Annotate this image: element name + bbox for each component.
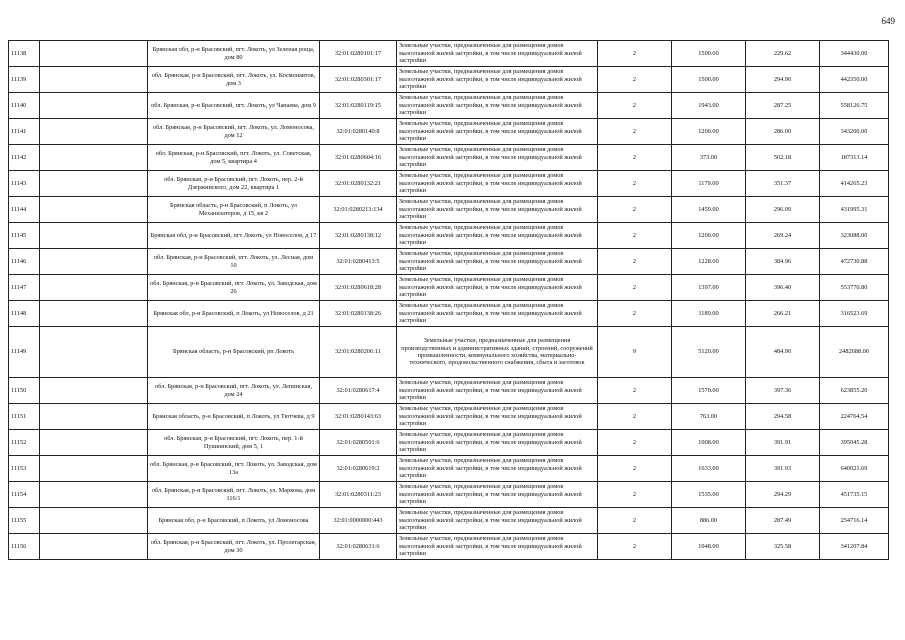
cadastral-value-cell: 558126.75 [820, 93, 889, 119]
use-group-cell: 2 [598, 93, 672, 119]
address-cell: Брянская область, р-н Брасовский, п Локоть, ул Тютчева, д 9 [148, 404, 320, 430]
cadastral-value-cell: 553770.80 [820, 275, 889, 301]
area-cell: 886.00 [672, 508, 746, 534]
address-cell: обл. Брянская, р-н Брасовский, пгт. Локоть, ул. Советская, дом 5, квартира 4 [148, 145, 320, 171]
cadastral-number-cell: 32:01:0280301:17 [320, 67, 397, 93]
cadastral-number-cell: 32:01:0280138:12 [320, 223, 397, 249]
table-row [9, 378, 889, 404]
cadastral-number-cell: 32:01:0280631:6 [320, 534, 397, 560]
row-number-cell: 11153 [9, 456, 40, 482]
row-number-cell: 11156 [9, 534, 40, 560]
cadastral-value-cell: 344430.00 [820, 41, 889, 67]
land-use-cell: Земельные участки, предназначенные для размещения домов малоэтажной жилой застройки, в том числе индивидуальной жилой застройки [397, 456, 598, 482]
address-cell: Брянская обл, р-н Брасовский, п Локоть, ул Ломоносова [148, 508, 320, 534]
land-use-cell: Земельные участки, предназначенные для размещения домов малоэтажной жилой застройки, в том числе индивидуальной жилой застройки [397, 508, 598, 534]
table-row [9, 67, 889, 93]
table-row [9, 171, 889, 197]
specific-value-cell: 229.62 [746, 41, 820, 67]
blank-cell [40, 145, 148, 171]
area-cell: 1228.00 [672, 249, 746, 275]
cadastral-number-cell: 32:01:0280140:8 [320, 119, 397, 145]
blank-cell [40, 404, 148, 430]
land-use-cell: Земельные участки, предназначенные для размещения домов малоэтажной жилой застройки, в том числе индивидуальной жилой застройки [397, 249, 598, 275]
address-cell: обл. Брянская, р-н Брасовский, пгт. Локоть, пер. 1-й Пушкинский, дом 5, 1 [148, 430, 320, 456]
row-number-cell: 11155 [9, 508, 40, 534]
row-number-cell: 11140 [9, 93, 40, 119]
blank-cell [40, 301, 148, 327]
cadastral-number-cell: 32:01:0280206:11 [320, 327, 397, 378]
land-use-cell: Земельные участки, предназначенные для размещения производственных и административных зданий, строений, сооружений промышленности, коммунального хозяйства, материально-технического, продовольственного снабжения, сбыта и заготовок [397, 327, 598, 378]
blank-cell [40, 171, 148, 197]
address-cell: обл. Брянская, р-н Брасовский, пгт. Локоть, ул. Маркова, дом 116/1 [148, 482, 320, 508]
table-row [9, 145, 889, 171]
use-group-cell: 2 [598, 249, 672, 275]
land-use-cell: Земельные участки, предназначенные для размещения домов малоэтажной жилой застройки, в том числе индивидуальной жилой застройки [397, 404, 598, 430]
cadastral-value-cell: 623855.20 [820, 378, 889, 404]
address-cell: обл. Брянская, р-н Брасовский, пгт. Локоть, ул. Космонавтов, дом 3 [148, 67, 320, 93]
specific-value-cell: 396.40 [746, 275, 820, 301]
blank-cell [40, 249, 148, 275]
area-cell: 1179.00 [672, 171, 746, 197]
row-number-cell: 11150 [9, 378, 40, 404]
row-number-cell: 11147 [9, 275, 40, 301]
specific-value-cell: 484.90 [746, 327, 820, 378]
table-row [9, 534, 889, 560]
registry-body [9, 41, 889, 560]
area-cell: 1200.00 [672, 119, 746, 145]
area-cell: 1943.00 [672, 93, 746, 119]
address-cell: обл. Брянская, р-н Брасовский, пгт. Локоть, ул. Заводская, дом 26 [148, 275, 320, 301]
address-cell: обл. Брянская, р-н Брасовский, пгт. Локоть, ул. Лесная, дом 10 [148, 249, 320, 275]
cadastral-number-cell: 32:01:0280119:15 [320, 93, 397, 119]
use-group-cell: 2 [598, 456, 672, 482]
cadastral-value-cell: 472730.88 [820, 249, 889, 275]
cadastral-number-cell: 32:01:0280413:5 [320, 249, 397, 275]
land-use-cell: Земельные участки, предназначенные для размещения домов малоэтажной жилой застройки, в том числе индивидуальной жилой застройки [397, 301, 598, 327]
blank-cell [40, 482, 148, 508]
row-number-cell: 11145 [9, 223, 40, 249]
land-use-cell: Земельные участки, предназначенные для размещения домов малоэтажной жилой застройки, в том числе индивидуальной жилой застройки [397, 275, 598, 301]
land-use-cell: Земельные участки, предназначенные для размещения домов малоэтажной жилой застройки, в том числе индивидуальной жилой застройки [397, 67, 598, 93]
cadastral-value-cell: 343200.00 [820, 119, 889, 145]
row-number-cell: 11142 [9, 145, 40, 171]
cadastral-value-cell: 323088.00 [820, 223, 889, 249]
cadastral-number-cell: 32:01:0000000:443 [320, 508, 397, 534]
address-cell: обл. Брянская, р-н Брасовский, пгт. Локоть, ул. Пролетарская, дом 30 [148, 534, 320, 560]
table-row [9, 119, 889, 145]
area-cell: 1459.00 [672, 197, 746, 223]
cadastral-value-cell: 316523.69 [820, 301, 889, 327]
cadastral-number-cell: 32:01:0280501:6 [320, 430, 397, 456]
cadastral-value-cell: 254716.14 [820, 508, 889, 534]
cadastral-value-cell: 451735.15 [820, 482, 889, 508]
cadastral-value-cell: 414265.23 [820, 171, 889, 197]
specific-value-cell: 391.91 [746, 430, 820, 456]
use-group-cell: 2 [598, 404, 672, 430]
blank-cell [40, 41, 148, 67]
cadastral-value-cell: 224764.54 [820, 404, 889, 430]
use-group-cell: 2 [598, 301, 672, 327]
cadastral-value-cell: 187313.14 [820, 145, 889, 171]
use-group-cell: 2 [598, 430, 672, 456]
land-use-cell: Земельные участки, предназначенные для размещения домов малоэтажной жилой застройки, в том числе индивидуальной жилой застройки [397, 171, 598, 197]
land-use-cell: Земельные участки, предназначенные для размещения домов малоэтажной жилой застройки, в том числе индивидуальной жилой застройки [397, 119, 598, 145]
row-number-cell: 11149 [9, 327, 40, 378]
area-cell: 1633.00 [672, 456, 746, 482]
area-cell: 1500.00 [672, 41, 746, 67]
blank-cell [40, 119, 148, 145]
specific-value-cell: 391.93 [746, 456, 820, 482]
row-number-cell: 11144 [9, 197, 40, 223]
area-cell: 1048.00 [672, 534, 746, 560]
blank-cell [40, 327, 148, 378]
use-group-cell: 2 [598, 223, 672, 249]
address-cell: Брянская обл, р-н Брасовский, п Локоть, ул Новоселов, д 21 [148, 301, 320, 327]
row-number-cell: 11138 [9, 41, 40, 67]
specific-value-cell: 286.00 [746, 119, 820, 145]
row-number-cell: 11139 [9, 67, 40, 93]
blank-cell [40, 378, 148, 404]
land-use-cell: Земельные участки, предназначенные для размещения домов малоэтажной жилой застройки, в том числе индивидуальной жилой застройки [397, 534, 598, 560]
cadastral-number-cell: 32:01:0280143:63 [320, 404, 397, 430]
table-row [9, 456, 889, 482]
cadastral-number-cell: 32:01:0280311:23 [320, 482, 397, 508]
use-group-cell: 2 [598, 275, 672, 301]
row-number-cell: 11143 [9, 171, 40, 197]
table-row [9, 41, 889, 67]
use-group-cell: 2 [598, 378, 672, 404]
address-cell: обл. Брянская, р-н Брасовский, пгт. Локоть, ул Чапаева, дом 9 [148, 93, 320, 119]
table-row [9, 275, 889, 301]
area-cell: 373.00 [672, 145, 746, 171]
blank-cell [40, 508, 148, 534]
cadastral-value-cell: 442350.00 [820, 67, 889, 93]
land-use-cell: Земельные участки, предназначенные для размещения домов малоэтажной жилой застройки, в том числе индивидуальной жилой застройки [397, 482, 598, 508]
use-group-cell: 2 [598, 67, 672, 93]
cadastral-value-cell: 395045.28 [820, 430, 889, 456]
area-cell: 1189.00 [672, 301, 746, 327]
land-registry-table [8, 40, 889, 560]
specific-value-cell: 502.18 [746, 145, 820, 171]
cadastral-value-cell: 2482688.00 [820, 327, 889, 378]
cadastral-number-cell: 32:01:0280619:2 [320, 456, 397, 482]
cadastral-number-cell: 32:01:0280101:17 [320, 41, 397, 67]
row-number-cell: 11154 [9, 482, 40, 508]
cadastral-number-cell: 32:01:0280618:28 [320, 275, 397, 301]
row-number-cell: 11152 [9, 430, 40, 456]
table-row [9, 301, 889, 327]
specific-value-cell: 269.24 [746, 223, 820, 249]
land-use-cell: Земельные участки, предназначенные для размещения домов малоэтажной жилой застройки, в том числе индивидуальной жилой застройки [397, 145, 598, 171]
use-group-cell: 2 [598, 145, 672, 171]
specific-value-cell: 287.25 [746, 93, 820, 119]
specific-value-cell: 351.37 [746, 171, 820, 197]
address-cell: Брянская область, р-н Брасовский, п Локоть, ул Механизаторов, д 15, кв 2 [148, 197, 320, 223]
cadastral-number-cell: 32:01:0280132:21 [320, 171, 397, 197]
use-group-cell: 9 [598, 327, 672, 378]
area-cell: 1570.00 [672, 378, 746, 404]
blank-cell [40, 67, 148, 93]
area-cell: 763.00 [672, 404, 746, 430]
area-cell: 1397.00 [672, 275, 746, 301]
land-use-cell: Земельные участки, предназначенные для размещения домов малоэтажной жилой застройки, в том числе индивидуальной жилой застройки [397, 41, 598, 67]
table-row [9, 249, 889, 275]
table-row [9, 93, 889, 119]
specific-value-cell: 384.96 [746, 249, 820, 275]
cadastral-value-cell: 640021.69 [820, 456, 889, 482]
address-cell: Брянская обл, р-н Брасовский, пгт. Локоть, ул Зеленая роща, дом 80 [148, 41, 320, 67]
blank-cell [40, 223, 148, 249]
use-group-cell: 2 [598, 534, 672, 560]
row-number-cell: 11148 [9, 301, 40, 327]
row-number-cell: 11146 [9, 249, 40, 275]
table-row [9, 197, 889, 223]
blank-cell [40, 275, 148, 301]
area-cell: 1535.00 [672, 482, 746, 508]
address-cell: обл. Брянская, р-н Брасовский, пгт. Локоть, пер. 2-й Дзержинского, дом 22, квартира 1 [148, 171, 320, 197]
cadastral-number-cell: 32:01:0280617:4 [320, 378, 397, 404]
land-use-cell: Земельные участки, предназначенные для размещения домов малоэтажной жилой застройки, в том числе индивидуальной жилой застройки [397, 197, 598, 223]
blank-cell [40, 93, 148, 119]
row-number-cell: 11141 [9, 119, 40, 145]
table-row [9, 430, 889, 456]
specific-value-cell: 294.29 [746, 482, 820, 508]
use-group-cell: 2 [598, 197, 672, 223]
table-row [9, 223, 889, 249]
address-cell: Брянская обл, р-н Брасовский, пгт Локоть, ул Новоселов, д 17 [148, 223, 320, 249]
table-row [9, 482, 889, 508]
land-use-cell: Земельные участки, предназначенные для размещения домов малоэтажной жилой застройки, в том числе индивидуальной жилой застройки [397, 430, 598, 456]
address-cell: обл. Брянская, р-н Брасовский, пгт. Локоть, ул. Лепинская, дом 24 [148, 378, 320, 404]
address-cell: обл. Брянская, р-н Брасовский, пгт. Локоть, ул. Заводская, дом 13а [148, 456, 320, 482]
area-cell: 1500.00 [672, 67, 746, 93]
specific-value-cell: 397.36 [746, 378, 820, 404]
address-cell: обл. Брянская, р-н Брасовский, пгт. Локоть, ул. Ломоносова, дом 12 [148, 119, 320, 145]
table-row [9, 404, 889, 430]
table-row [9, 327, 889, 378]
use-group-cell: 2 [598, 171, 672, 197]
specific-value-cell: 294.58 [746, 404, 820, 430]
land-use-cell: Земельные участки, предназначенные для размещения домов малоэтажной жилой застройки, в том числе индивидуальной жилой застройки [397, 93, 598, 119]
cadastral-number-cell: 32:01:0280213:134 [320, 197, 397, 223]
specific-value-cell: 325.58 [746, 534, 820, 560]
row-number-cell: 11151 [9, 404, 40, 430]
specific-value-cell: 266.21 [746, 301, 820, 327]
use-group-cell: 2 [598, 119, 672, 145]
use-group-cell: 2 [598, 482, 672, 508]
specific-value-cell: 287.49 [746, 508, 820, 534]
use-group-cell: 2 [598, 508, 672, 534]
page-number: 649 [881, 16, 895, 26]
area-cell: 1200.00 [672, 223, 746, 249]
cadastral-value-cell: 431995.31 [820, 197, 889, 223]
specific-value-cell: 296.09 [746, 197, 820, 223]
area-cell: 5120.00 [672, 327, 746, 378]
use-group-cell: 2 [598, 41, 672, 67]
blank-cell [40, 534, 148, 560]
cadastral-number-cell: 32:01:0280604:16 [320, 145, 397, 171]
land-use-cell: Земельные участки, предназначенные для размещения домов малоэтажной жилой застройки, в том числе индивидуальной жилой застройки [397, 378, 598, 404]
blank-cell [40, 197, 148, 223]
area-cell: 1008.00 [672, 430, 746, 456]
blank-cell [40, 430, 148, 456]
blank-cell [40, 456, 148, 482]
table-row [9, 508, 889, 534]
specific-value-cell: 294.90 [746, 67, 820, 93]
address-cell: Брянская область, р-н Брасовский, рп Локоть [148, 327, 320, 378]
cadastral-value-cell: 341207.84 [820, 534, 889, 560]
land-use-cell: Земельные участки, предназначенные для размещения домов малоэтажной жилой застройки, в том числе индивидуальной жилой застройки [397, 223, 598, 249]
cadastral-number-cell: 32:01:0280138:26 [320, 301, 397, 327]
